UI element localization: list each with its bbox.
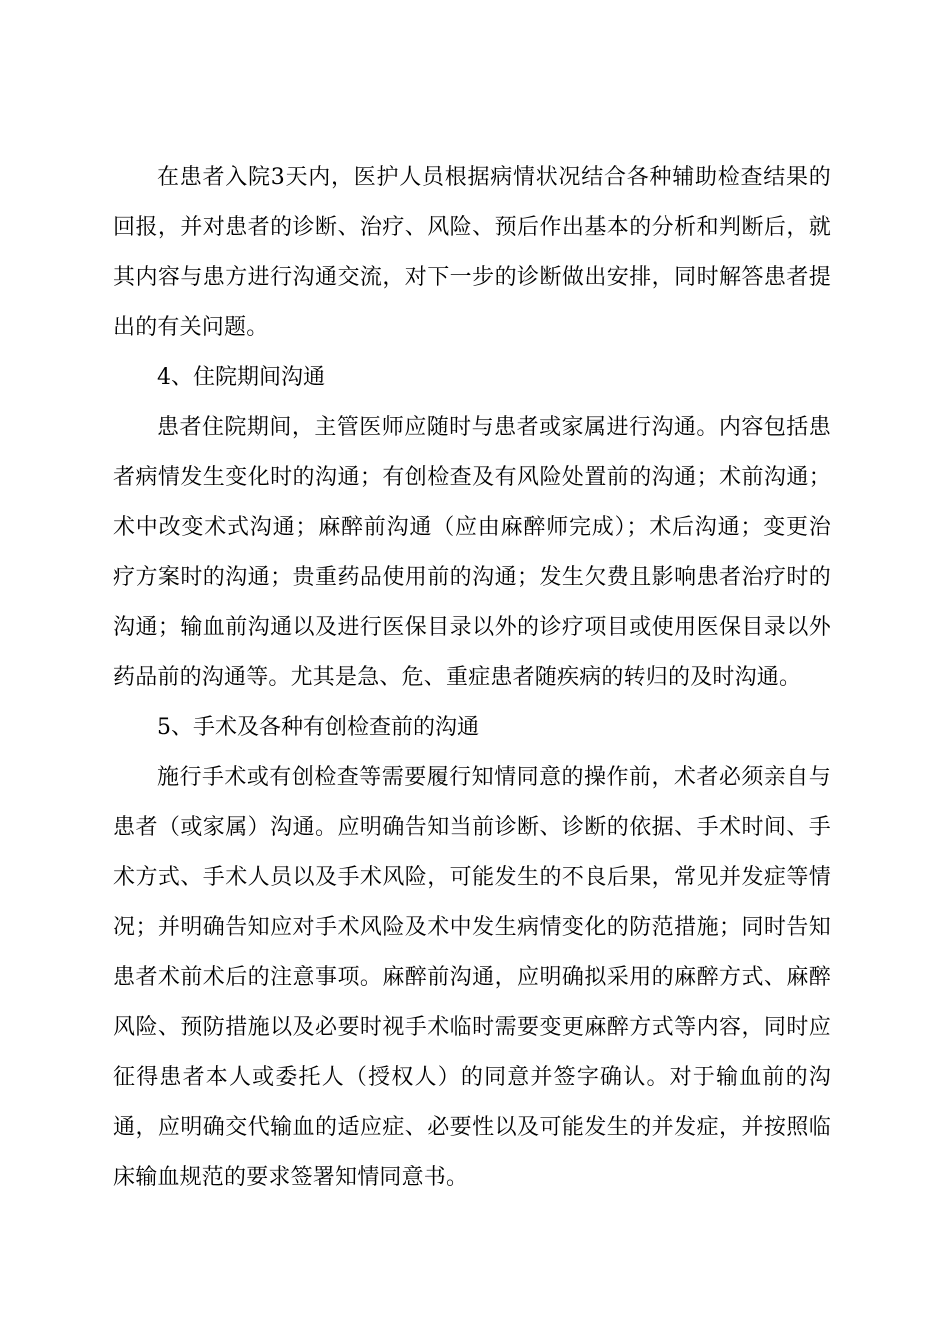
paragraph-hospitalization-communication: 患者住院期间，主管医师应随时与患者或家属进行沟通。内容包括患者病情发生变化时的沟通；有创检查及有风险处置前的沟通；术前沟通；术中改变术式沟通；麻醉前沟通（应由麻醉师完成）；术后沟通；变更治疗方案时的沟通；贵重药品使用前的沟通；发生欠费且影响患者治疗时的沟通；输血前沟通以及进行医保目录以外的诊疗项目或使用医保目录以外药品前的沟通等。尤其是急、危、重症患者随疾病的转归的及时沟通。 xyxy=(113,415,831,690)
section-heading-5: 5、手术及各种有创检查前的沟通 xyxy=(157,715,479,740)
section-heading-4: 4、住院期间沟通 xyxy=(157,365,325,390)
paragraph-preoperative-communication: 施行手术或有创检查等需要履行知情同意的操作前，术者必须亲自与患者（或家属）沟通。应明确告知当前诊断、诊断的依据、手术时间、手术方式、手术人员以及手术风险，可能发生的不良后果，常见并发症等情况；并明确告知应对手术风险及术中发生病情变化的防范措施；同时告知患者术前术后的注意事项。麻醉前沟通，应明确拟采用的麻醉方式、麻醉风险、预防措施以及必要时视手术临时需要变更麻醉方式等内容，同时应征得患者本人或委托人（授权人）的同意并签字确认。对于输血前的沟通，应明确交代输血的适应症、必要性以及可能发生的并发症，并按照临床输血规范的要求签署知情同意书。 xyxy=(113,765,831,1190)
document-body xyxy=(113,153,831,1203)
paragraph-admission-communication: 在患者入院3天内，医护人员根据病情状况结合各种辅助检查结果的回报，并对患者的诊断、治疗、风险、预后作出基本的分析和判断后，就其内容与患方进行沟通交流，对下一步的诊断做出安排，同时解答患者提出的有关问题。 xyxy=(113,165,831,340)
